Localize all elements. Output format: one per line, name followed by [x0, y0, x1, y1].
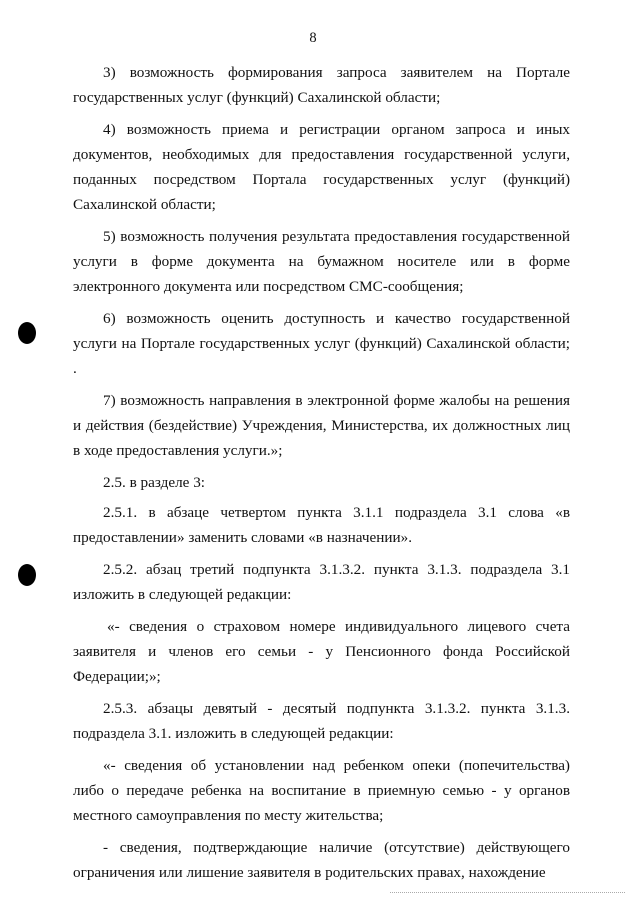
paragraph-item-3: 3) возможность формирования запроса заявителем на Портале государственных услуг (функций) Сахалинской области;	[73, 64, 570, 106]
paragraph-2-5-3: 2.5.3. абзацы девятый - десятый подпункта 3.1.3.2. пункта 3.1.3. подраздела 3.1. изложить в следующей редакции:	[73, 700, 570, 742]
paragraph-2-5-2: 2.5.2. абзац третий подпункта 3.1.3.2. пункта 3.1.3. подраздела 3.1 изложить в следующей редакции:	[73, 561, 570, 603]
paragraph-quote-insurance: «- сведения о страховом номере индивидуального лицевого счета заявителя и членов его семьи - у Пенсионного фонда Российской Федерации;»;	[73, 618, 570, 685]
paragraph-parental-rights: - сведения, подтверждающие наличие (отсутствие) действующего ограничения или лишение заявителя в родительских правах, нахождение	[73, 839, 570, 881]
paragraph-quote-guardianship: «- сведения об установлении над ребенком опеки (попечительства) либо о передаче ребенка на воспитание в приемную семью - у органов местного самоуправления по месту жительства;	[73, 757, 570, 824]
paragraph-item-6: 6) возможность оценить доступность и качество государственной услуги на Портале государственных услуг (функций) Сахалинской области; .	[73, 310, 570, 377]
punch-hole-top	[18, 322, 36, 344]
paragraph-2-5-1: 2.5.1. в абзаце четвертом пункта 3.1.1 подраздела 3.1 слова «в предоставлении» заменить словами «в назначении».	[73, 504, 570, 546]
paragraph-item-7: 7) возможность направления в электронной форме жалобы на решения и действия (бездействие) Учреждения, Министерства, их должностных лиц в ходе предоставления услуги.»;	[73, 392, 570, 459]
punch-hole-bottom	[18, 564, 36, 586]
document-body	[73, 60, 570, 892]
paragraph-section-2-5: 2.5. в разделе 3:	[103, 474, 206, 491]
page-number: 8	[309, 30, 317, 46]
paragraph-item-4: 4) возможность приема и регистрации органом запроса и иных документов, необходимых для предоставления государственной услуги, поданных посредством Портала государственных услуг (функций) Сахалинской области;	[73, 121, 570, 213]
scan-artifact-line	[390, 892, 625, 893]
paragraph-item-5: 5) возможность получения результата предоставления государственной услуги в форме документа на бумажном носителе или в форме электронного документа или посредством СМС-сообщения;	[73, 228, 570, 295]
